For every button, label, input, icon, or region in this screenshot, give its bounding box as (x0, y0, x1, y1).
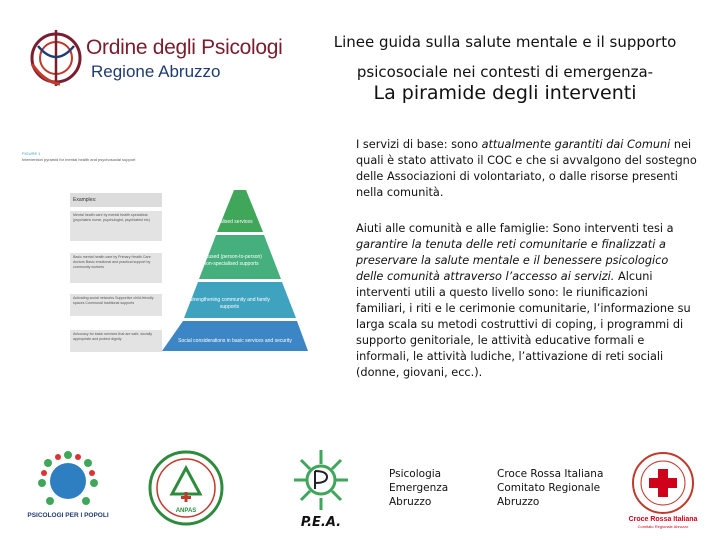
paragraph-basic-services (356, 137, 698, 201)
pea-line-2: Emergenza (389, 482, 449, 494)
anpas-logo-text: ANPAS (175, 508, 197, 514)
figure-caption-label: FIGURE 1 (22, 151, 41, 156)
psicologi-per-i-popoli-logo-icon (26, 445, 110, 527)
org-region: Regione Abruzzo (91, 62, 221, 81)
p2-lead: Aiuti alle comunità e alle famiglie: Sono interventi tesi a (356, 222, 674, 235)
pea-line-1: Psicologia (389, 468, 442, 480)
figure-caption-title: Intervention pyramid for mental health and psychosocial support (22, 157, 136, 162)
p1-lead: I servizi di base: sono (356, 138, 482, 151)
pea-name-block (389, 467, 448, 509)
pyramid-level-basic-services (162, 321, 308, 351)
example-focused: Basic mental health care by Primary Health Care doctors Basic emotional and practical support by community workers (70, 253, 162, 283)
pyramid-label-community: Strengthening community and family supports (189, 297, 270, 310)
pyramid-label-focused: Focused (person-to-person) non-specialised supports (200, 254, 262, 267)
org-name: Ordine degli Psicologi (86, 36, 283, 59)
pyramid-label-basic-services: Social considerations in basic services and security (178, 338, 292, 344)
example-specialised: Mental health care by mental health specialists (psychiatric nurse, psychologist, psychiatrist etc) (70, 211, 162, 241)
paragraph-community-support (356, 221, 698, 381)
pea-line-3: Abruzzo (389, 496, 432, 508)
cri-line-2: Comitato Regionale (497, 482, 601, 494)
anpas-logo-icon (148, 450, 224, 526)
page-subtitle: La piramide degli interventi (373, 82, 637, 104)
cri-name-block (497, 467, 603, 509)
p2-italic: garantire la tenuta delle reti comunitarie e finalizzati a preservare la salute mentale e il benessere psicologico delle comunità attraverso l’accesso ai servizi. (356, 238, 669, 283)
croce-rossa-logo-icon (620, 445, 706, 531)
pea-logo-icon (286, 446, 356, 532)
cri-logo-subtext: Comitato Regionale Abruzzo (637, 524, 689, 529)
example-community: Activating social networks Supportive child-friendly spaces Communal traditional supports (70, 294, 162, 316)
p1-italic: attualmente garantiti dai Comuni (481, 138, 671, 151)
p1-rest: nei quali è stato attivato il COC e che si avvalgono del sostegno delle Associazioni di volontariato, o dalle risorse presenti nella comunità. (356, 138, 697, 199)
example-basic-services: Advocacy for basic services that are safe, socially appropriate and protect dignity (70, 330, 162, 352)
ppp-logo-text: PSICOLOGI PER I POPOLI (27, 512, 109, 519)
title-line-1: Linee guida sulla salute mentale e il supporto (333, 33, 677, 51)
psychologists-order-logo-icon (24, 24, 88, 94)
intervention-pyramid (160, 186, 310, 356)
cri-line-1: Croce Rossa Italiana (497, 468, 604, 480)
page-title (305, 27, 705, 87)
pyramid-label-specialised: Specialised services (207, 219, 253, 225)
cri-logo-text: Croce Rossa Italiana (628, 516, 698, 523)
examples-header: Examples: (70, 193, 162, 207)
p2-rest: Alcuni interventi utili a questo livello sono: le riunificazioni familiari, i riti e le cerimonie comunitarie, l’informazione su larga scala su metodi costruttivi di coping, i programmi di supporto genitoriale, le attività educative formali e informali, le attività ludiche, l’attivazione di reti sociali (donne, giovani, ecc.). (356, 270, 691, 379)
cri-line-3: Abruzzo (497, 496, 540, 508)
pea-logo-text: P.E.A. (300, 515, 342, 530)
title-line-2: psicosociale nei contesti di emergenza- (356, 63, 654, 81)
